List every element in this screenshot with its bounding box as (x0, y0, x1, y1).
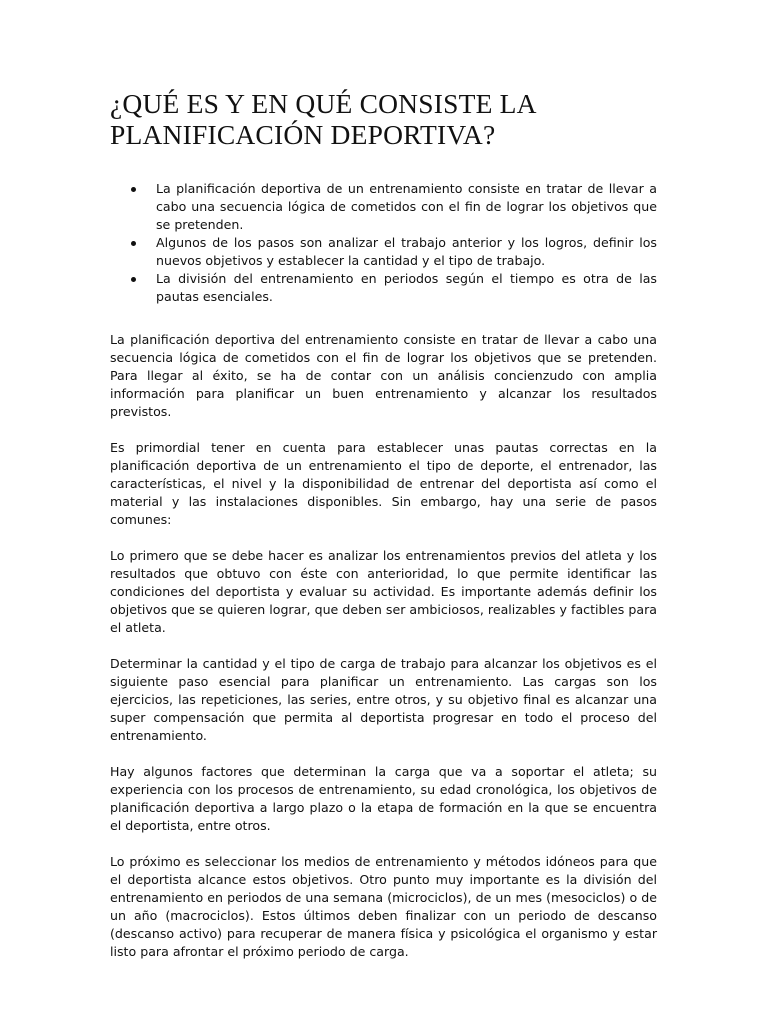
paragraph: Hay algunos factores que determinan la carga que va a soportar el atleta; su experiencia con los procesos de entrenamiento, su edad cronológica, los objetivos de planificación deportiva a largo plazo o la etapa de formación en la que se encuentra el deportista, entre otros. (110, 764, 657, 833)
paragraph: La planificación deportiva del entrenamiento consiste en tratar de llevar a cabo una secuencia lógica de cometidos con el fin de lograr los objetivos que se pretenden. Para llegar al éxito, se ha de contar con un análisis concienzudo con amplia información para planificar un buen entrenamiento y alcanzar los resultados previstos. (110, 332, 657, 419)
bullet-item (156, 180, 657, 234)
bullet-dot-icon (131, 241, 136, 246)
page-title: ¿QUÉ ES Y EN QUÉ CONSISTE LA PLANIFICACIÓN DEPORTIVA? (110, 88, 536, 150)
document-body (110, 180, 657, 979)
bullet-dot-icon (131, 187, 136, 192)
bullet-text: La división del entrenamiento en periodos según el tiempo es otra de las pautas esenciales. (156, 271, 657, 304)
bullet-list (110, 180, 657, 306)
paragraph: Lo próximo es seleccionar los medios de entrenamiento y métodos idóneos para que el deportista alcance estos objetivos. Otro punto muy importante es la división del entrenamiento en periodos de una semana (microciclos), de un mes (mesociclos) o de un año (macrociclos). Estos últimos deben finalizar con un periodo de descanso (descanso activo) para recuperar de manera física y psicológica el organismo y estar listo para afrontar el próximo periodo de carga. (110, 854, 657, 959)
bullet-text: Algunos de los pasos son analizar el trabajo anterior y los logros, definir los nuevos objetivos y establecer la cantidad y el tipo de trabajo. (156, 235, 657, 268)
bullet-text: La planificación deportiva de un entrenamiento consiste en tratar de llevar a cabo una secuencia lógica de cometidos con el fin de lograr los objetivos que se pretenden. (156, 181, 657, 232)
paragraph: Lo primero que se debe hacer es analizar los entrenamientos previos del atleta y los resultados que obtuvo con éste con anterioridad, lo que permite identificar las condiciones del deportista y evaluar su actividad. Es importante además definir los objetivos que se quieren lograr, que deben ser ambiciosos, realizables y factibles para el atleta. (110, 548, 657, 635)
bullet-item (156, 270, 657, 306)
paragraph: Determinar la cantidad y el tipo de carga de trabajo para alcanzar los objetivos es el siguiente paso esencial para planificar un entrenamiento. Las cargas son los ejercicios, las repeticiones, las series, entre otros, y su objetivo final es alcanzar una super compensación que permita al deportista progresar en todo el proceso del entrenamiento. (110, 656, 657, 743)
bullet-dot-icon (131, 277, 136, 282)
bullet-item (156, 234, 657, 270)
paragraph: Es primordial tener en cuenta para establecer unas pautas correctas en la planificación deportiva de un entrenamiento el tipo de deporte, el entrenador, las características, el nivel y la disponibilidad de entrenar del deportista así como el material y las instalaciones disponibles. Sin embargo, hay una serie de pasos comunes: (110, 440, 657, 527)
